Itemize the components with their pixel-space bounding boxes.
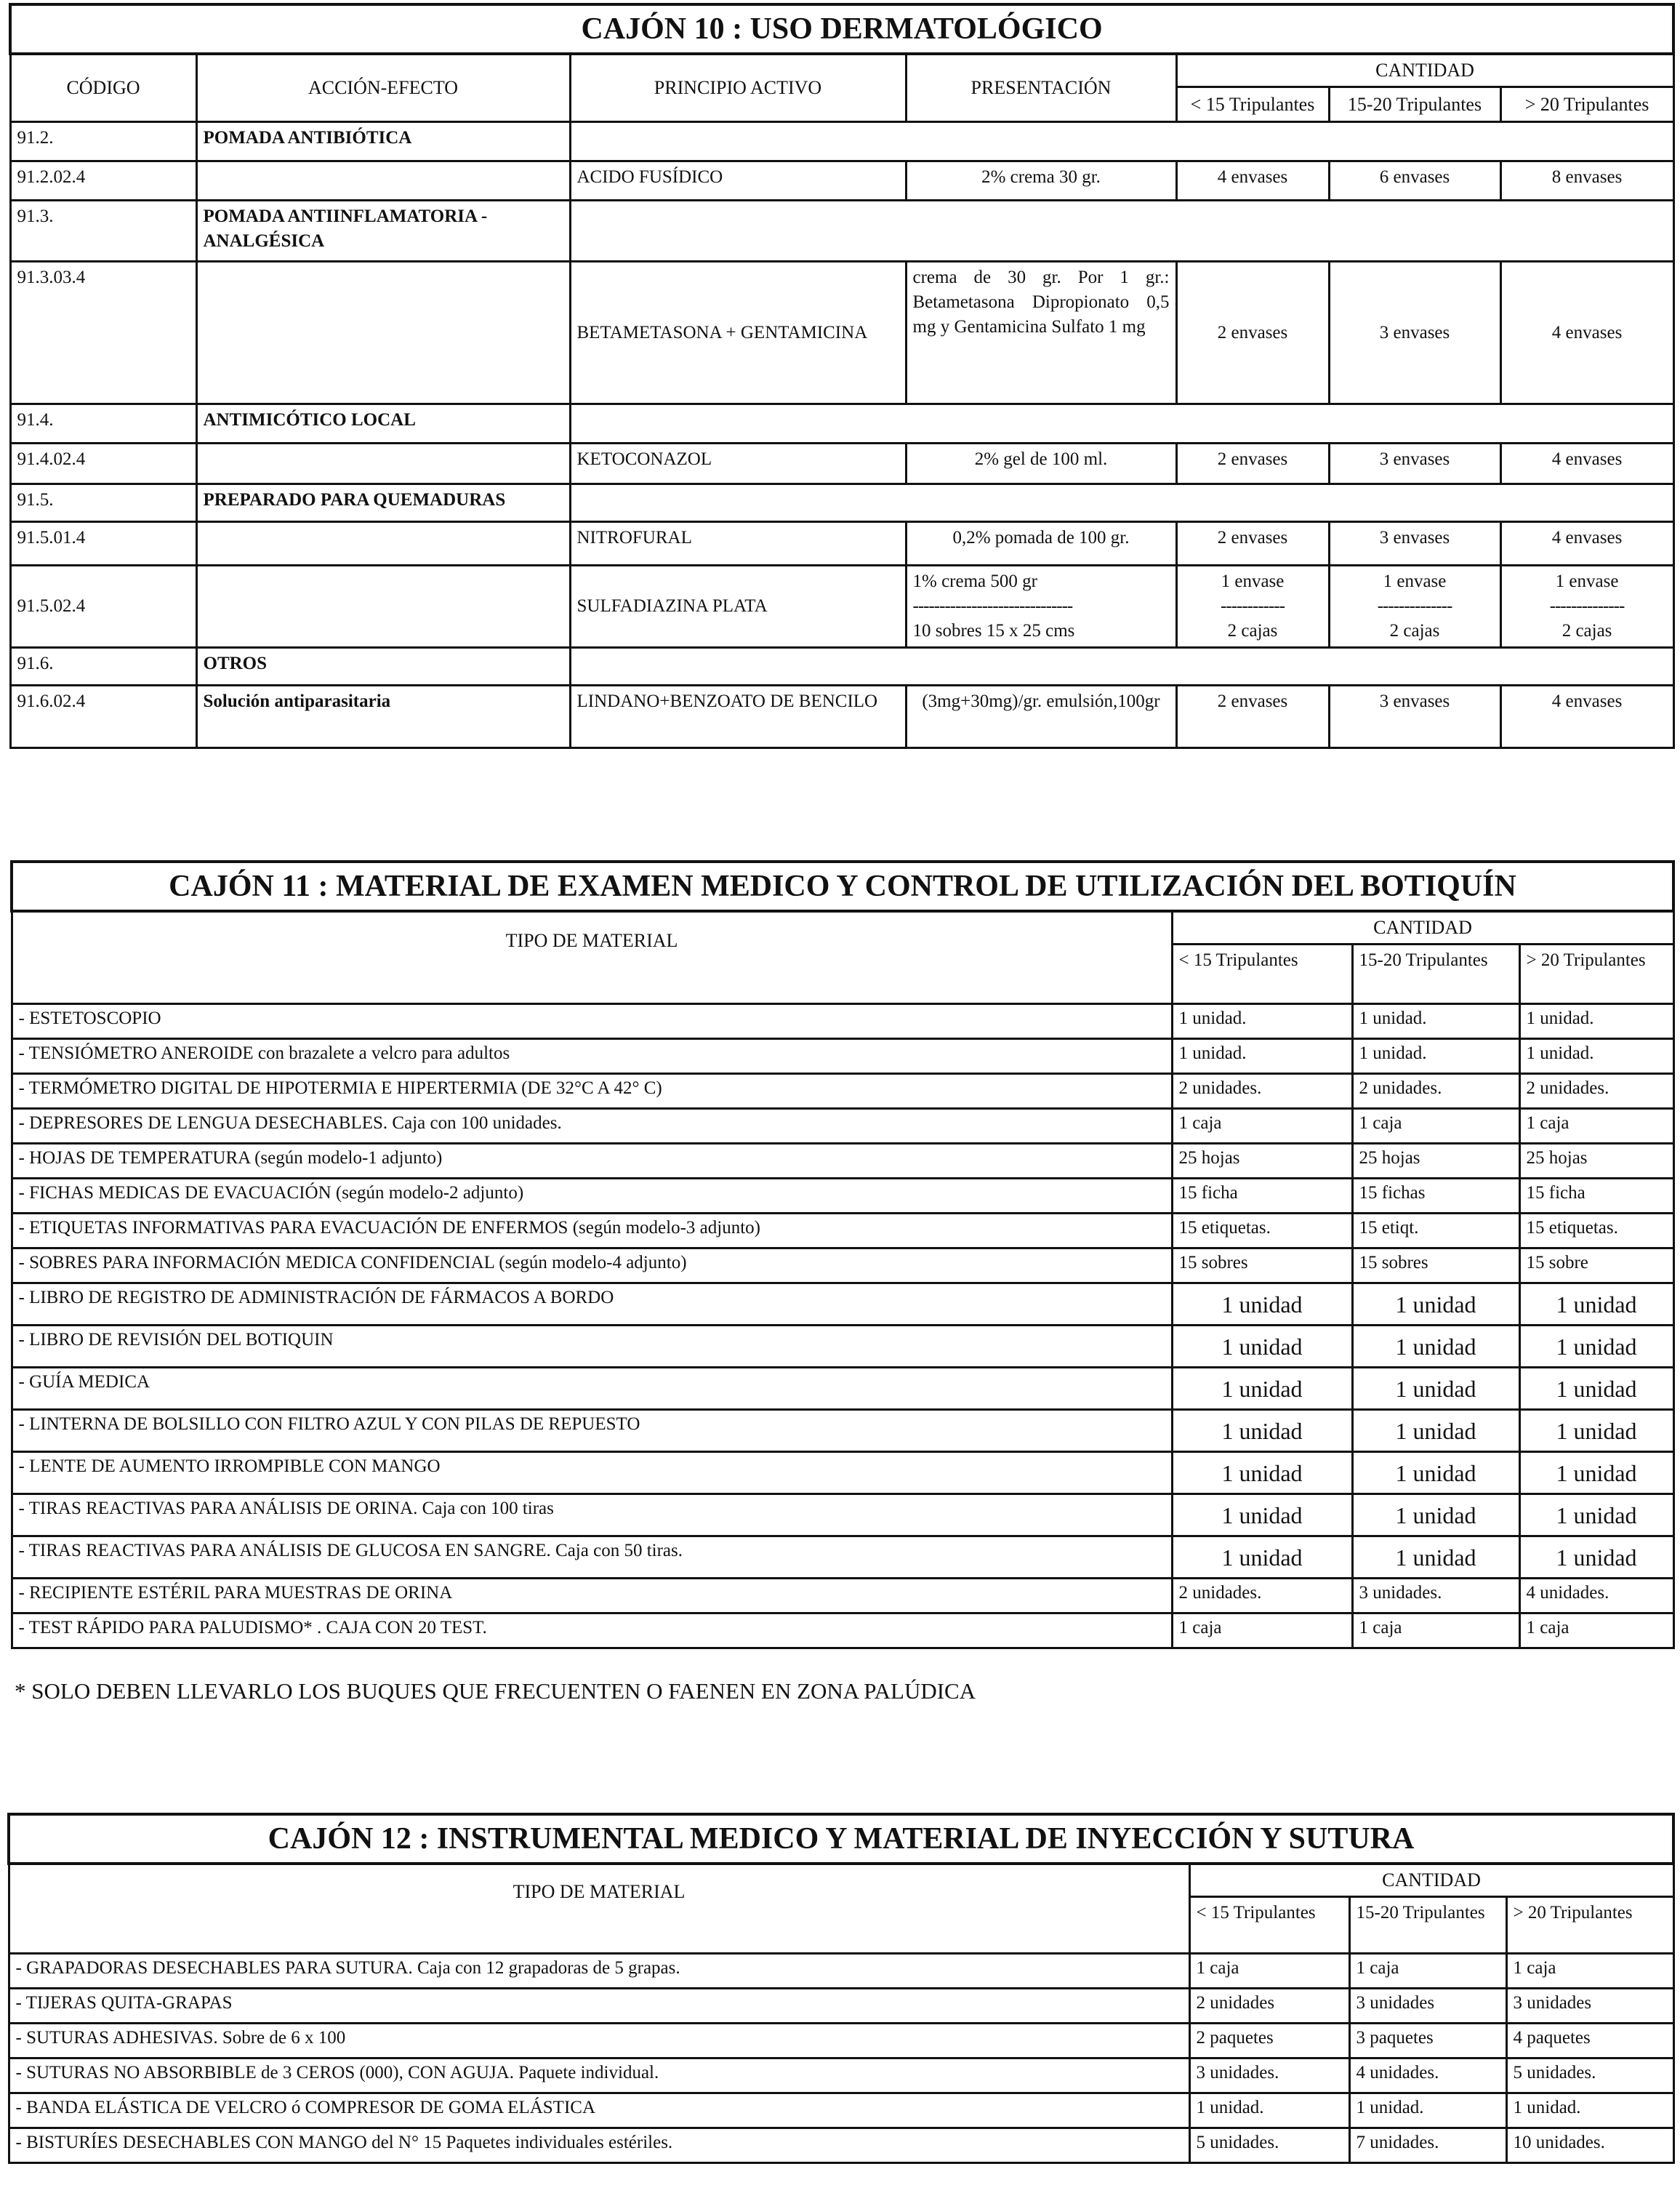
table-row: [12, 1494, 1673, 1536]
qty-cell: 1 unidad: [1172, 1410, 1352, 1452]
qty-cell: 4 envases: [1500, 686, 1673, 748]
qty-cell: 2 unidades.: [1172, 1074, 1352, 1109]
qty-cell: 8 envases: [1500, 161, 1673, 201]
material-cell: - ETIQUETAS INFORMATIVAS PARA EVACUACIÓN DE ENFERMOS (según modelo-3 adjunto): [12, 1214, 1172, 1248]
qty-cell: 4 envases: [1500, 444, 1673, 484]
qty-cell: 15 etiquetas.: [1519, 1214, 1673, 1248]
qty-cell: 4 unidades.: [1519, 1579, 1673, 1613]
table-row: [10, 201, 1673, 262]
material-cell: - TIRAS REACTIVAS PARA ANÁLISIS DE GLUCOSA EN SANGRE. Caja con 50 tiras.: [12, 1536, 1172, 1579]
header-cantidad: CANTIDAD: [1189, 1864, 1673, 1897]
presentation-cell: (3mg+30mg)/gr. emulsión,100gr: [906, 686, 1176, 748]
separator-dashes: --------------: [1549, 596, 1625, 616]
qty-cell: 1 unidad: [1352, 1494, 1519, 1536]
qty-cell: 1 unidad.: [1506, 2093, 1673, 2128]
qty-cell: 15 fichas: [1352, 1179, 1519, 1214]
header-q1: < 15 Tripulantes: [1189, 1897, 1349, 1954]
qty-cell: 2 envases: [1176, 522, 1329, 566]
qty-cell: 1 unidad: [1519, 1283, 1673, 1326]
qty-cell: 3 unidades.: [1352, 1579, 1519, 1613]
presentation-cell: 2% crema 30 gr.: [906, 161, 1176, 201]
qty-cell: 3 unidades.: [1189, 2058, 1349, 2093]
qty-cell: 3 unidades: [1349, 1989, 1506, 2024]
table-row: [9, 2128, 1673, 2163]
cajon-11-title: CAJÓN 11 : MATERIAL DE EXAMEN MEDICO Y CONTROL DE UTILIZACIÓN DEL BOTIQUÍN: [12, 862, 1673, 911]
qty-line: 2 cajas: [1562, 621, 1612, 641]
qty-cell: 1 unidad.: [1189, 2093, 1349, 2128]
action-cell: [196, 161, 570, 201]
cajon-11-table: [10, 860, 1675, 1649]
table-row: [10, 686, 1673, 748]
code-cell: 91.3.03.4: [10, 262, 196, 404]
material-cell: - RECIPIENTE ESTÉRIL PARA MUESTRAS DE ORINA: [12, 1579, 1172, 1613]
action-cell: [196, 566, 570, 648]
empty-cell: [570, 484, 1673, 522]
qty-cell: 1 caja: [1519, 1109, 1673, 1144]
qty-cell: 1 unidad: [1352, 1452, 1519, 1494]
material-cell: - LENTE DE AUMENTO IRROMPIBLE CON MANGO: [12, 1452, 1172, 1494]
qty-cell: 1 caja: [1352, 1613, 1519, 1648]
material-cell: - LIBRO DE REGISTRO DE ADMINISTRACIÓN DE FÁRMACOS A BORDO: [12, 1283, 1172, 1326]
header-presentacion: PRESENTACIÓN: [906, 54, 1176, 122]
table-row: [9, 1989, 1673, 2024]
qty-cell: 1 unidad: [1172, 1536, 1352, 1579]
qty-cell: 1 unidad: [1519, 1368, 1673, 1410]
qty-cell: 1 caja: [1349, 1954, 1506, 1989]
header-cantidad: CANTIDAD: [1172, 911, 1673, 945]
header-q2: 15-20 Tripulantes: [1329, 87, 1500, 122]
code-cell: 91.4.: [10, 404, 196, 444]
code-cell: 91.4.02.4: [10, 444, 196, 484]
action-cell: POMADA ANTIBIÓTICA: [196, 122, 570, 161]
table-row: [12, 1214, 1673, 1248]
header-accion-efecto: ACCIÓN-EFECTO: [196, 54, 570, 122]
action-cell: OTROS: [196, 648, 570, 686]
qty-cell: 15 etiquetas.: [1172, 1214, 1352, 1248]
code-cell: 91.2.02.4: [10, 161, 196, 201]
table-row: [9, 2058, 1673, 2093]
header-tipo-material: TIPO DE MATERIAL: [12, 911, 1172, 1004]
qty-cell: 3 envases: [1329, 262, 1500, 404]
qty-cell: 25 hojas: [1519, 1144, 1673, 1179]
qty-line: 1 envase: [1383, 572, 1447, 591]
table-row: [12, 1283, 1673, 1326]
header-codigo: CÓDIGO: [10, 54, 196, 122]
qty-cell: 15 etiqt.: [1352, 1214, 1519, 1248]
material-cell: - TERMÓMETRO DIGITAL DE HIPOTERMIA E HIPERTERMIA (DE 32°C A 42° C): [12, 1074, 1172, 1109]
qty-cell: 1 caja: [1519, 1613, 1673, 1648]
table-row: [12, 1613, 1673, 1648]
material-cell: - GUÍA MEDICA: [12, 1368, 1172, 1410]
table-row: [12, 1248, 1673, 1283]
qty-cell: 1 caja: [1172, 1109, 1352, 1144]
qty-cell: 1 unidad: [1172, 1368, 1352, 1410]
material-cell: - SUTURAS ADHESIVAS. Sobre de 6 x 100: [9, 2024, 1189, 2058]
presentation-cell: crema de 30 gr. Por 1 gr.: Betametasona Dipropionato 0,5 mg y Gentamicina Sulfato 1 mg: [906, 262, 1176, 404]
material-cell: - HOJAS DE TEMPERATURA (según modelo-1 adjunto): [12, 1144, 1172, 1179]
table-row: [9, 1954, 1673, 1989]
qty-cell: 3 envases: [1329, 444, 1500, 484]
qty-cell: 3 envases: [1329, 686, 1500, 748]
table-row: [9, 2024, 1673, 2058]
qty-cell: 6 envases: [1329, 161, 1500, 201]
header-principio-activo: PRINCIPIO ACTIVO: [570, 54, 906, 122]
qty-line: 1 envase: [1221, 572, 1285, 591]
qty-cell: 1 unidad: [1519, 1452, 1673, 1494]
qty-cell: 15 ficha: [1519, 1179, 1673, 1214]
empty-cell: [570, 648, 1673, 686]
qty-cell: 2 unidades.: [1172, 1579, 1352, 1613]
qty-cell: 7 unidades.: [1349, 2128, 1506, 2163]
material-cell: - TENSIÓMETRO ANEROIDE con brazalete a velcro para adultos: [12, 1039, 1172, 1074]
material-cell: - DEPRESORES DE LENGUA DESECHABLES. Caja con 100 unidades.: [12, 1109, 1172, 1144]
separator-dashes: --------------: [1377, 596, 1452, 616]
presentation-line: 1% crema 500 gr: [912, 572, 1037, 591]
code-cell: 91.6.: [10, 648, 196, 686]
table-row: [10, 161, 1673, 201]
qty-cell: 1 unidad.: [1352, 1004, 1519, 1039]
qty-cell: 2 unidades.: [1519, 1074, 1673, 1109]
action-cell: [196, 522, 570, 566]
separator-dashes: ------------: [1221, 596, 1285, 616]
table-row: [10, 484, 1673, 522]
qty-cell: 1 unidad: [1519, 1536, 1673, 1579]
header-cantidad: CANTIDAD: [1176, 54, 1673, 87]
material-cell: - TEST RÁPIDO PARA PALUDISMO* . CAJA CON 20 TEST.: [12, 1613, 1172, 1648]
qty-cell: 1 unidad: [1352, 1326, 1519, 1368]
qty-cell: 2 envases: [1176, 686, 1329, 748]
material-cell: - LIBRO DE REVISIÓN DEL BOTIQUIN: [12, 1326, 1172, 1368]
qty-cell: 3 paquetes: [1349, 2024, 1506, 2058]
qty-cell: 1 unidad: [1519, 1326, 1673, 1368]
table-row: [12, 1410, 1673, 1452]
table-row: [12, 1368, 1673, 1410]
material-cell: - FICHAS MEDICAS DE EVACUACIÓN (según modelo-2 adjunto): [12, 1179, 1172, 1214]
material-cell: - BISTURÍES DESECHABLES CON MANGO del N° 15 Paquetes individuales estériles.: [9, 2128, 1189, 2163]
qty-cell: 15 sobres: [1352, 1248, 1519, 1283]
qty-cell: 4 unidades.: [1349, 2058, 1506, 2093]
code-cell: 91.5.: [10, 484, 196, 522]
material-cell: - BANDA ELÁSTICA DE VELCRO ó COMPRESOR DE GOMA ELÁSTICA: [9, 2093, 1189, 2128]
presentation-cell: 0,2% pomada de 100 gr.: [906, 522, 1176, 566]
qty-cell: 1 unidad.: [1519, 1004, 1673, 1039]
presentation-cell: 2% gel de 100 ml.: [906, 444, 1176, 484]
code-cell: 91.5.01.4: [10, 522, 196, 566]
material-cell: - LINTERNA DE BOLSILLO CON FILTRO AZUL Y CON PILAS DE REPUESTO: [12, 1410, 1172, 1452]
action-cell: ANTIMICÓTICO LOCAL: [196, 404, 570, 444]
qty-cell: 1 unidad: [1172, 1452, 1352, 1494]
table-row: [12, 1579, 1673, 1613]
qty-cell: 1 unidad.: [1519, 1039, 1673, 1074]
qty-cell: 1 caja: [1189, 1954, 1349, 1989]
cajon-12-table: [7, 1813, 1675, 2164]
principle-cell: SULFADIAZINA PLATA: [570, 566, 906, 648]
table-row: [10, 444, 1673, 484]
action-cell: POMADA ANTIINFLAMATORIA - ANALGÉSICA: [196, 201, 570, 262]
qty-cell: 1 unidad: [1352, 1410, 1519, 1452]
qty-cell: 1 unidad.: [1349, 2093, 1506, 2128]
material-cell: - TIJERAS QUITA-GRAPAS: [9, 1989, 1189, 2024]
header-q2: 15-20 Tripulantes: [1349, 1897, 1506, 1954]
qty-cell: 2 unidades: [1189, 1989, 1349, 2024]
code-cell: 91.5.02.4: [10, 566, 196, 648]
action-cell: PREPARADO PARA QUEMADURAS: [196, 484, 570, 522]
qty-cell: 2 paquetes: [1189, 2024, 1349, 2058]
qty-cell: 3 envases: [1329, 522, 1500, 566]
presentation-line: 10 sobres 15 x 25 cms: [912, 621, 1075, 641]
table-row: [12, 1326, 1673, 1368]
qty-line: 2 cajas: [1389, 621, 1440, 641]
table-row: [12, 1004, 1673, 1039]
qty-cell: 2 envases: [1176, 262, 1329, 404]
qty-cell: 4 envases: [1500, 522, 1673, 566]
qty-cell: 1 unidad: [1519, 1410, 1673, 1452]
table-row: [12, 1179, 1673, 1214]
qty-cell: 3 unidades: [1506, 1989, 1673, 2024]
qty-cell: 10 unidades.: [1506, 2128, 1673, 2163]
material-cell: - ESTETOSCOPIO: [12, 1004, 1172, 1039]
principle-cell: ACIDO FUSÍDICO: [570, 161, 906, 201]
principle-cell: KETOCONAZOL: [570, 444, 906, 484]
table-row: [12, 1109, 1673, 1144]
table-row: [12, 1039, 1673, 1074]
qty-cell: 4 envases: [1176, 161, 1329, 201]
qty-cell: 15 ficha: [1172, 1179, 1352, 1214]
qty-cell: 1 unidad: [1352, 1536, 1519, 1579]
table-row: [12, 1144, 1673, 1179]
qty-cell: [1500, 566, 1673, 648]
material-cell: - TIRAS REACTIVAS PARA ANÁLISIS DE ORINA. Caja con 100 tiras: [12, 1494, 1172, 1536]
qty-cell: 15 sobre: [1519, 1248, 1673, 1283]
qty-cell: 1 unidad: [1172, 1494, 1352, 1536]
qty-cell: 1 caja: [1172, 1613, 1352, 1648]
table-row: [12, 1536, 1673, 1579]
footnote: * SOLO DEBEN LLEVARLO LOS BUQUES QUE FRECUENTEN O FAENEN EN ZONA PALÚDICA: [15, 1678, 976, 1704]
cajon-12-title: CAJÓN 12 : INSTRUMENTAL MEDICO Y MATERIAL DE INYECCIÓN Y SUTURA: [9, 1814, 1673, 1864]
qty-cell: 1 unidad.: [1172, 1004, 1352, 1039]
table-row: [10, 404, 1673, 444]
table-row: [10, 122, 1673, 161]
qty-cell: 1 unidad.: [1352, 1039, 1519, 1074]
empty-cell: [570, 122, 1673, 161]
qty-cell: 5 unidades.: [1189, 2128, 1349, 2163]
header-tipo-material: TIPO DE MATERIAL: [9, 1864, 1189, 1954]
header-q1: < 15 Tripulantes: [1172, 945, 1352, 1004]
qty-cell: 1 unidad: [1519, 1494, 1673, 1536]
qty-cell: 2 envases: [1176, 444, 1329, 484]
table-row: [10, 522, 1673, 566]
qty-cell: 1 unidad: [1352, 1283, 1519, 1326]
qty-cell: 1 caja: [1506, 1954, 1673, 1989]
code-cell: 91.3.: [10, 201, 196, 262]
qty-cell: 25 hojas: [1352, 1144, 1519, 1179]
qty-cell: 1 unidad.: [1172, 1039, 1352, 1074]
table-row: [10, 262, 1673, 404]
presentation-cell: [906, 566, 1176, 648]
table-row: [12, 1452, 1673, 1494]
table-row: [9, 2093, 1673, 2128]
qty-cell: 1 unidad: [1352, 1368, 1519, 1410]
action-cell: [196, 262, 570, 404]
principle-cell: LINDANO+BENZOATO DE BENCILO: [570, 686, 906, 748]
qty-cell: 1 unidad: [1172, 1326, 1352, 1368]
qty-line: 1 envase: [1555, 572, 1619, 591]
empty-cell: [570, 201, 1673, 262]
qty-cell: 4 paquetes: [1506, 2024, 1673, 2058]
header-q1: < 15 Tripulantes: [1176, 87, 1329, 122]
cajon-10-table: [9, 3, 1675, 749]
material-cell: - SUTURAS NO ABSORBIBLE de 3 CEROS (000), CON AGUJA. Paquete individual.: [9, 2058, 1189, 2093]
material-cell: - GRAPADORAS DESECHABLES PARA SUTURA. Caja con 12 grapadoras de 5 grapas.: [9, 1954, 1189, 1989]
qty-cell: 4 envases: [1500, 262, 1673, 404]
material-cell: - SOBRES PARA INFORMACIÓN MEDICA CONFIDENCIAL (según modelo-4 adjunto): [12, 1248, 1172, 1283]
qty-cell: 2 unidades.: [1352, 1074, 1519, 1109]
principle-cell: BETAMETASONA + GENTAMICINA: [570, 262, 906, 404]
header-q3: > 20 Tripulantes: [1519, 945, 1673, 1004]
action-cell: [196, 444, 570, 484]
qty-cell: [1329, 566, 1500, 648]
principle-cell: NITROFURAL: [570, 522, 906, 566]
code-cell: 91.6.02.4: [10, 686, 196, 748]
empty-cell: [570, 404, 1673, 444]
qty-cell: 5 unidades.: [1506, 2058, 1673, 2093]
header-q3: > 20 Tripulantes: [1500, 87, 1673, 122]
qty-cell: 15 sobres: [1172, 1248, 1352, 1283]
cajon-10-title: CAJÓN 10 : USO DERMATOLÓGICO: [10, 4, 1673, 54]
separator-dashes: ------------------------------: [912, 596, 1073, 616]
code-cell: 91.2.: [10, 122, 196, 161]
qty-cell: 1 caja: [1352, 1109, 1519, 1144]
table-row: [10, 648, 1673, 686]
qty-cell: [1176, 566, 1329, 648]
qty-cell: 25 hojas: [1172, 1144, 1352, 1179]
header-q3: > 20 Tripulantes: [1506, 1897, 1673, 1954]
qty-line: 2 cajas: [1227, 621, 1278, 641]
action-cell: Solución antiparasitaria: [196, 686, 570, 748]
qty-cell: 1 unidad: [1172, 1283, 1352, 1326]
table-row: [12, 1074, 1673, 1109]
header-q2: 15-20 Tripulantes: [1352, 945, 1519, 1004]
table-row: [10, 566, 1673, 648]
